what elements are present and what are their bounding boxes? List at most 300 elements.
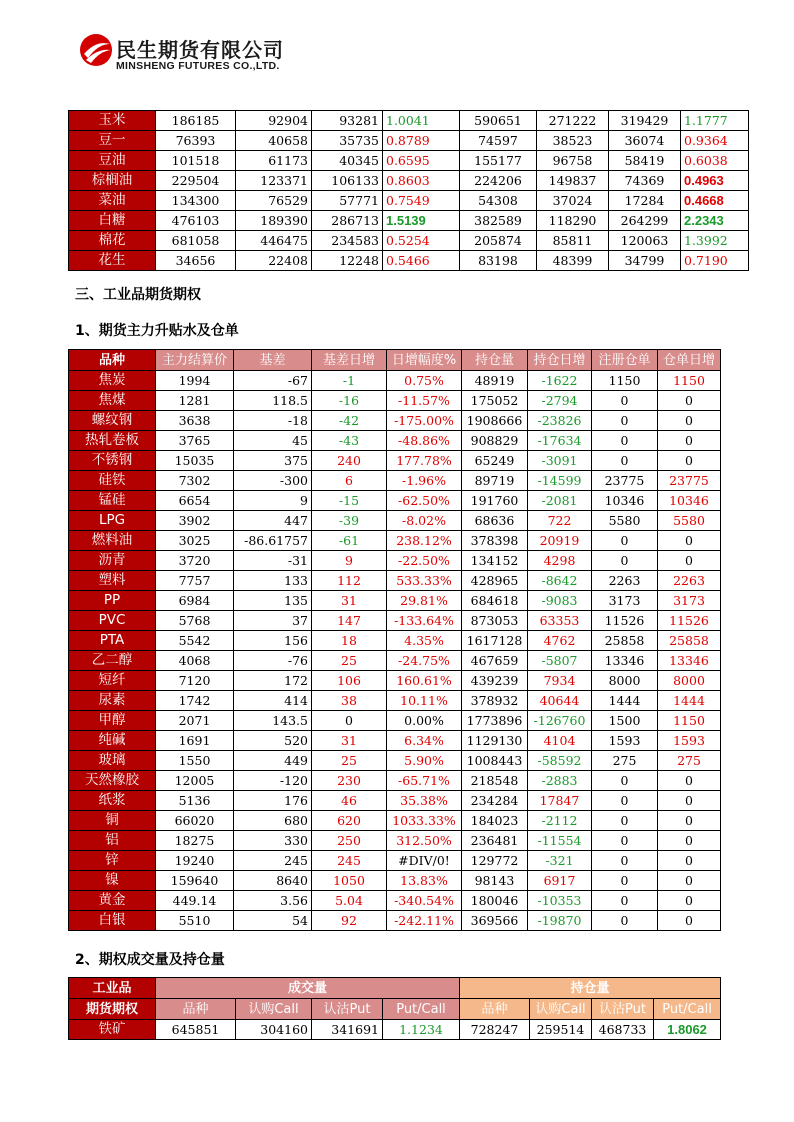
oi-total: 83198 <box>460 251 537 271</box>
volume-pc-ratio: 0.8603 <box>383 171 460 191</box>
volume-total: 186185 <box>156 111 236 131</box>
cell-basis-change: 1050 <box>312 871 387 891</box>
cell-settle-price: 159640 <box>156 871 234 891</box>
oi-pc-ratio: 0.4963 <box>681 171 749 191</box>
table-row <box>69 231 749 251</box>
header-change-pct: 日增幅度% <box>387 350 462 371</box>
cell-change-pct: -65.71% <box>387 771 462 791</box>
oi-pc-ratio: 0.7190 <box>681 251 749 271</box>
cell-basis: 118.5 <box>234 391 312 411</box>
cell-oi-change: 20919 <box>528 531 592 551</box>
cell-oi-change: -2112 <box>528 811 592 831</box>
oi-pc-ratio: 0.6038 <box>681 151 749 171</box>
cell-basis: 414 <box>234 691 312 711</box>
header-basis: 基差 <box>234 350 312 371</box>
cell-basis: 245 <box>234 851 312 871</box>
cell-warrants: 10346 <box>592 491 658 511</box>
table-row <box>69 171 749 191</box>
cell-change-pct: -11.57% <box>387 391 462 411</box>
cell-oi-change: 4104 <box>528 731 592 751</box>
cell-settle-price: 1691 <box>156 731 234 751</box>
cell-change-pct: -24.75% <box>387 651 462 671</box>
commodity-name: PVC <box>69 611 156 631</box>
cell-warrants: 1500 <box>592 711 658 731</box>
cell-basis: 156 <box>234 631 312 651</box>
cell-settle-price: 66020 <box>156 811 234 831</box>
table-row <box>69 251 749 271</box>
commodity-name: 乙二醇 <box>69 651 156 671</box>
cell-warrants: 0 <box>592 451 658 471</box>
cell-basis: 133 <box>234 571 312 591</box>
cell-basis-change: -39 <box>312 511 387 531</box>
cell-basis: 8640 <box>234 871 312 891</box>
cell-open-interest: 180046 <box>462 891 528 911</box>
header-product: 品种 <box>69 350 156 371</box>
cell-change-pct: 177.78% <box>387 451 462 471</box>
commodity-name: 沥青 <box>69 551 156 571</box>
table-row <box>69 151 749 171</box>
cell-change-pct: 0.00% <box>387 711 462 731</box>
volume-call: 645851 <box>156 1020 236 1040</box>
commodity-name: PTA <box>69 631 156 651</box>
table-row <box>69 831 721 851</box>
option-type-label: 期货期权 <box>69 999 156 1020</box>
commodity-name: 白银 <box>69 911 156 931</box>
cell-open-interest: 873053 <box>462 611 528 631</box>
cell-warrants: 0 <box>592 911 658 931</box>
cell-basis-change: 112 <box>312 571 387 591</box>
commodity-name: 塑料 <box>69 571 156 591</box>
oi-pc-ratio: 1.3992 <box>681 231 749 251</box>
cell-settle-price: 1550 <box>156 751 234 771</box>
table-row <box>69 411 721 431</box>
cell-open-interest: 191760 <box>462 491 528 511</box>
cell-oi-change: -23826 <box>528 411 592 431</box>
cell-open-interest: 65249 <box>462 451 528 471</box>
cell-warrants: 11526 <box>592 611 658 631</box>
cell-warrant-change: 8000 <box>658 671 721 691</box>
table-row <box>69 431 721 451</box>
cell-basis: 172 <box>234 671 312 691</box>
cell-warrant-change: 0 <box>658 451 721 471</box>
volume-total: 134300 <box>156 191 236 211</box>
table-row <box>69 711 721 731</box>
cell-oi-change: -19870 <box>528 911 592 931</box>
industrial-futures-table <box>68 349 721 931</box>
commodity-name: 不锈钢 <box>69 451 156 471</box>
commodity-name: 花生 <box>69 251 156 271</box>
cell-warrants: 8000 <box>592 671 658 691</box>
cell-basis-change: 5.04 <box>312 891 387 911</box>
cell-basis: 45 <box>234 431 312 451</box>
cell-settle-price: 19240 <box>156 851 234 871</box>
cell-warrant-change: 25858 <box>658 631 721 651</box>
oi-pc-ratio: 2.2343 <box>681 211 749 231</box>
subheader-6: 认沽Put <box>592 999 654 1020</box>
oi-call: 259514 <box>530 1020 592 1040</box>
cell-open-interest: 1617128 <box>462 631 528 651</box>
oi-put: 120063 <box>609 231 681 251</box>
cell-change-pct: 160.61% <box>387 671 462 691</box>
cell-open-interest: 48919 <box>462 371 528 391</box>
header-warrants: 注册仓单 <box>592 350 658 371</box>
cell-settle-price: 15035 <box>156 451 234 471</box>
table-row <box>69 571 721 591</box>
cell-change-pct: -340.54% <box>387 891 462 911</box>
cell-settle-price: 7757 <box>156 571 234 591</box>
volume-put-call-ratio-raw: 341691 <box>312 1020 383 1040</box>
cell-change-pct: -1.96% <box>387 471 462 491</box>
cell-warrants: 0 <box>592 831 658 851</box>
table-row <box>69 911 721 931</box>
table-row <box>69 391 721 411</box>
cell-basis: 447 <box>234 511 312 531</box>
cell-settle-price: 5542 <box>156 631 234 651</box>
volume-pc-ratio: 0.5466 <box>383 251 460 271</box>
cell-change-pct: 1033.33% <box>387 811 462 831</box>
cell-open-interest: 467659 <box>462 651 528 671</box>
volume-pc-ratio: 1.5139 <box>383 211 460 231</box>
cell-open-interest: 98143 <box>462 871 528 891</box>
cell-open-interest: 184023 <box>462 811 528 831</box>
volume-pc-ratio: 0.6595 <box>383 151 460 171</box>
commodity-name: 螺纹钢 <box>69 411 156 431</box>
cell-change-pct: -175.00% <box>387 411 462 431</box>
cell-basis-change: -1 <box>312 371 387 391</box>
table-row <box>69 851 721 871</box>
cell-settle-price: 4068 <box>156 651 234 671</box>
table-row <box>69 791 721 811</box>
cell-oi-change: -3091 <box>528 451 592 471</box>
cell-change-pct: -62.50% <box>387 491 462 511</box>
table-row <box>69 811 721 831</box>
volume-pc-ratio: 0.7549 <box>383 191 460 211</box>
cell-oi-change: 6917 <box>528 871 592 891</box>
cell-warrant-change: 10346 <box>658 491 721 511</box>
cell-settle-price: 3720 <box>156 551 234 571</box>
commodity-name: 天然橡胶 <box>69 771 156 791</box>
cell-change-pct: 312.50% <box>387 831 462 851</box>
cell-open-interest: 129772 <box>462 851 528 871</box>
commodity-name: 焦煤 <box>69 391 156 411</box>
cell-warrant-change: 0 <box>658 411 721 431</box>
volume-call: 61173 <box>236 151 312 171</box>
cell-change-pct: 238.12% <box>387 531 462 551</box>
cell-open-interest: 1773896 <box>462 711 528 731</box>
cell-settle-price: 5768 <box>156 611 234 631</box>
cell-oi-change: -8642 <box>528 571 592 591</box>
cell-warrant-change: 0 <box>658 831 721 851</box>
header-warrant-change: 仓单日增 <box>658 350 721 371</box>
cell-basis: 375 <box>234 451 312 471</box>
cell-warrants: 0 <box>592 811 658 831</box>
cell-warrants: 0 <box>592 531 658 551</box>
cell-open-interest: 89719 <box>462 471 528 491</box>
cell-basis-change: 147 <box>312 611 387 631</box>
cell-basis: 135 <box>234 591 312 611</box>
table-row <box>69 731 721 751</box>
oi-pc-ratio: 0.9364 <box>681 131 749 151</box>
cell-warrant-change: 0 <box>658 851 721 871</box>
cell-warrants: 0 <box>592 771 658 791</box>
commodity-name: 铜 <box>69 811 156 831</box>
cell-open-interest: 1908666 <box>462 411 528 431</box>
cell-oi-change: 4762 <box>528 631 592 651</box>
cell-settle-price: 7120 <box>156 671 234 691</box>
agri-option-table <box>68 110 749 271</box>
cell-settle-price: 1281 <box>156 391 234 411</box>
oi-pc-ratio: 1.1777 <box>681 111 749 131</box>
cell-oi-change: -2794 <box>528 391 592 411</box>
cell-warrants: 0 <box>592 851 658 871</box>
table-row <box>69 131 749 151</box>
cell-basis-change: -42 <box>312 411 387 431</box>
cell-basis-change: 245 <box>312 851 387 871</box>
header-settle-price: 主力结算价 <box>156 350 234 371</box>
cell-warrant-change: 0 <box>658 431 721 451</box>
table-row <box>69 471 721 491</box>
cell-open-interest: 1008443 <box>462 751 528 771</box>
cell-warrant-change: 0 <box>658 391 721 411</box>
industrial-option-table <box>68 977 721 1040</box>
cell-settle-price: 3638 <box>156 411 234 431</box>
cell-warrants: 0 <box>592 891 658 911</box>
cell-warrants: 0 <box>592 391 658 411</box>
commodity-name: 尿素 <box>69 691 156 711</box>
volume-call: 92904 <box>236 111 312 131</box>
cell-change-pct: -242.11% <box>387 911 462 931</box>
cell-settle-price: 3902 <box>156 511 234 531</box>
table-row <box>69 111 749 131</box>
cell-oi-change: 63353 <box>528 611 592 631</box>
commodity-name: 铝 <box>69 831 156 851</box>
cell-oi-change: -58592 <box>528 751 592 771</box>
cell-basis-change: 31 <box>312 591 387 611</box>
cell-warrants: 5580 <box>592 511 658 531</box>
volume-total: 681058 <box>156 231 236 251</box>
company-name-en: MINSHENG FUTURES CO.,LTD. <box>116 60 280 72</box>
cell-basis: -76 <box>234 651 312 671</box>
volume-call: 40658 <box>236 131 312 151</box>
cell-warrants: 0 <box>592 411 658 431</box>
oi-total: 205874 <box>460 231 537 251</box>
cell-settle-price: 6984 <box>156 591 234 611</box>
subheader-3: Put/Call <box>383 999 460 1020</box>
cell-warrants: 0 <box>592 431 658 451</box>
cell-basis-change: 9 <box>312 551 387 571</box>
cell-basis: 3.56 <box>234 891 312 911</box>
subsection-title-options: 2、期权成交量及持仓量 <box>75 952 225 968</box>
commodity-name: 白糖 <box>69 211 156 231</box>
volume-pc-ratio: 1.0041 <box>383 111 460 131</box>
cell-basis-change: 240 <box>312 451 387 471</box>
cell-oi-change: -321 <box>528 851 592 871</box>
oi-put: 58419 <box>609 151 681 171</box>
volume-total: 76393 <box>156 131 236 151</box>
cell-basis: -300 <box>234 471 312 491</box>
cell-warrant-change: 0 <box>658 771 721 791</box>
table-row <box>69 1020 721 1040</box>
volume-pc-ratio: 0.8789 <box>383 131 460 151</box>
commodity-name: 锌 <box>69 851 156 871</box>
cell-settle-price: 2071 <box>156 711 234 731</box>
cell-settle-price: 12005 <box>156 771 234 791</box>
oi-put: 74369 <box>609 171 681 191</box>
cell-warrants: 1593 <box>592 731 658 751</box>
oi-put: 36074 <box>609 131 681 151</box>
table-row <box>69 531 721 551</box>
cell-change-pct: 4.35% <box>387 631 462 651</box>
cell-warrants: 0 <box>592 871 658 891</box>
cell-basis-change: -61 <box>312 531 387 551</box>
table-row <box>69 871 721 891</box>
table-row <box>69 511 721 531</box>
oi-total: 155177 <box>460 151 537 171</box>
cell-warrant-change: 1150 <box>658 711 721 731</box>
subheader-1: 认购Call <box>236 999 312 1020</box>
commodity-name: 棉花 <box>69 231 156 251</box>
cell-oi-change: -9083 <box>528 591 592 611</box>
cell-basis-change: 25 <box>312 751 387 771</box>
cell-open-interest: 439239 <box>462 671 528 691</box>
cell-change-pct: -22.50% <box>387 551 462 571</box>
cell-settle-price: 3765 <box>156 431 234 451</box>
table-row <box>69 891 721 911</box>
section-title: 三、工业品期货期权 <box>75 287 201 303</box>
cell-basis: -31 <box>234 551 312 571</box>
header-open-interest: 持仓量 <box>462 350 528 371</box>
cell-change-pct: 6.34% <box>387 731 462 751</box>
cell-oi-change: 40644 <box>528 691 592 711</box>
oi-call: 37024 <box>537 191 609 211</box>
volume-total: 229504 <box>156 171 236 191</box>
table-row <box>69 491 721 511</box>
subheader-7: Put/Call <box>654 999 721 1020</box>
oi-put: 319429 <box>609 111 681 131</box>
cell-settle-price: 7302 <box>156 471 234 491</box>
table-row <box>69 591 721 611</box>
commodity-name: PP <box>69 591 156 611</box>
volume-call: 76529 <box>236 191 312 211</box>
cell-warrant-change: 0 <box>658 911 721 931</box>
volume-put: 304160 <box>236 1020 312 1040</box>
minsheng-logo-icon <box>78 32 114 68</box>
table-header-row <box>69 350 721 371</box>
cell-open-interest: 1129130 <box>462 731 528 751</box>
cell-basis: 37 <box>234 611 312 631</box>
cell-warrants: 0 <box>592 791 658 811</box>
cell-open-interest: 378932 <box>462 691 528 711</box>
cell-settle-price: 3025 <box>156 531 234 551</box>
volume-put: 35735 <box>312 131 383 151</box>
commodity-name: 纯碱 <box>69 731 156 751</box>
cell-settle-price: 5136 <box>156 791 234 811</box>
commodity-name: 热轧卷板 <box>69 431 156 451</box>
cell-warrants: 1150 <box>592 371 658 391</box>
oi-total: 590651 <box>460 111 537 131</box>
cell-warrants: 2263 <box>592 571 658 591</box>
cell-oi-change: 722 <box>528 511 592 531</box>
cell-change-pct: -8.02% <box>387 511 462 531</box>
oi-put: 264299 <box>609 211 681 231</box>
subheader-2: 认沽Put <box>312 999 383 1020</box>
volume-put: 286713 <box>312 211 383 231</box>
oi-put: 468733 <box>592 1020 654 1040</box>
table-row <box>69 211 749 231</box>
cell-basis: 176 <box>234 791 312 811</box>
cell-change-pct: -133.64% <box>387 611 462 631</box>
cell-oi-change: -10353 <box>528 891 592 911</box>
cell-oi-change: 17847 <box>528 791 592 811</box>
cell-warrant-change: 0 <box>658 791 721 811</box>
cell-settle-price: 5510 <box>156 911 234 931</box>
cell-basis: 54 <box>234 911 312 931</box>
volume-call: 123371 <box>236 171 312 191</box>
cell-oi-change: -126760 <box>528 711 592 731</box>
cell-basis-change: 46 <box>312 791 387 811</box>
oi-pc-ratio: 1.8062 <box>654 1020 721 1040</box>
cell-warrant-change: 0 <box>658 871 721 891</box>
cell-basis: -86.61757 <box>234 531 312 551</box>
cell-basis: 520 <box>234 731 312 751</box>
table-row <box>69 371 721 391</box>
volume-put: 40345 <box>312 151 383 171</box>
cell-basis-change: 620 <box>312 811 387 831</box>
commodity-name: 纸浆 <box>69 791 156 811</box>
cell-settle-price: 1742 <box>156 691 234 711</box>
table-row <box>69 191 749 211</box>
cell-change-pct: 29.81% <box>387 591 462 611</box>
volume-put: 57771 <box>312 191 383 211</box>
company-name-cn: 民生期货有限公司 <box>116 38 284 62</box>
cell-open-interest: 369566 <box>462 911 528 931</box>
cell-warrant-change: 2263 <box>658 571 721 591</box>
cell-oi-change: -17634 <box>528 431 592 451</box>
oi-total: 728247 <box>460 1020 530 1040</box>
cell-open-interest: 68636 <box>462 511 528 531</box>
volume-put: 234583 <box>312 231 383 251</box>
table-row <box>69 451 721 471</box>
cell-warrants: 0 <box>592 551 658 571</box>
cell-change-pct: 35.38% <box>387 791 462 811</box>
oi-call: 48399 <box>537 251 609 271</box>
oi-put: 34799 <box>609 251 681 271</box>
cell-basis: 9 <box>234 491 312 511</box>
cell-warrant-change: 275 <box>658 751 721 771</box>
cell-basis: 143.5 <box>234 711 312 731</box>
subheader-5: 认购Call <box>530 999 592 1020</box>
cell-basis: 680 <box>234 811 312 831</box>
cell-basis-change: -43 <box>312 431 387 451</box>
cell-basis-change: 38 <box>312 691 387 711</box>
commodity-name: 豆一 <box>69 131 156 151</box>
volume-put: 106133 <box>312 171 383 191</box>
cell-change-pct: 13.83% <box>387 871 462 891</box>
cell-warrants: 13346 <box>592 651 658 671</box>
subsection-title-basis: 1、期货主力升贴水及仓单 <box>75 323 239 339</box>
oi-call: 149837 <box>537 171 609 191</box>
table-row <box>69 611 721 631</box>
cell-oi-change: -1622 <box>528 371 592 391</box>
commodity-name: 棕榈油 <box>69 171 156 191</box>
commodity-name: 玻璃 <box>69 751 156 771</box>
cell-warrant-change: 1593 <box>658 731 721 751</box>
volume-group-header: 成交量 <box>156 978 460 999</box>
oi-total: 382589 <box>460 211 537 231</box>
oi-total: 74597 <box>460 131 537 151</box>
cell-oi-change: -2883 <box>528 771 592 791</box>
cell-basis: -18 <box>234 411 312 431</box>
